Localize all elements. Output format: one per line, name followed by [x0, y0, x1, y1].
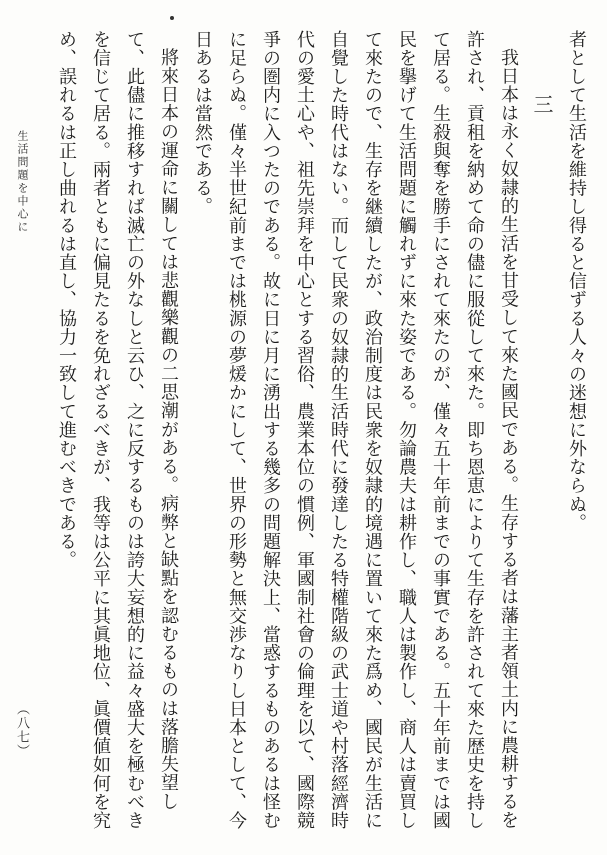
- continued-sentence: 者として生活を維持し得ると信ずる人々の迷想に外ならぬ。: [566, 30, 587, 533]
- section-number: 三: [530, 94, 554, 115]
- body-text-block: [56, 30, 593, 840]
- scan-speck: [170, 16, 174, 20]
- paragraph-1: 我日本は永く奴隷的生活を甘受して來た國民である。生存する者は藩主者領土内に農耕するを許され、貢租を納めて命の儘に服從して來た。即ち恩恵によりて生存を許されて來た歴史を持して居る。生殺與奪を勝手にされて來たのが、僅々五十年前までの事實である。五十年前までは國民を擧げて生活問題に觸れずに來た姿である。勿論農夫は耕作し、職人は製作し、商人は賣買して來たので、生存を継續したが、政治制度は民衆を奴隷的境遇に置いて來た爲め、國民が生活に自覺した時代はない。而して民衆の奴隷的生活時代に發達したる特權階級の武士道や村落經濟時代の愛土心や、祖先崇拜を中心とする習俗、農業本位の慣例、軍國制社會の倫理を以て、國際競爭の圏内に入つたのである。故に日に月に湧出する幾多の問題解決上、當惑するものあるは怪むに足らぬ。僅々半世紀前までは桃源の夢煖かにして、世界の形勢と無交渉なりし日本として、今日あるは當然である。: [192, 30, 519, 830]
- page-number: （八七）: [14, 702, 29, 758]
- running-head: 生活問題を中心に: [16, 130, 29, 234]
- paragraph-2: 將來日本の運命に關しては悲觀樂觀の二思潮がある。病弊と缺點を認むるものは落膽失望して、此儘に推移すれば滅亡の外なしと云ひ、之に反するものは誇大妄想的に益々盛大を極むべきを信じて居る。兩者ともに偏見たるを免れざるべきが、我等は公平に其眞地位、眞價値如何を究め、誤れるは正し曲れるは直し、協力一致して進むべきである。: [56, 30, 179, 830]
